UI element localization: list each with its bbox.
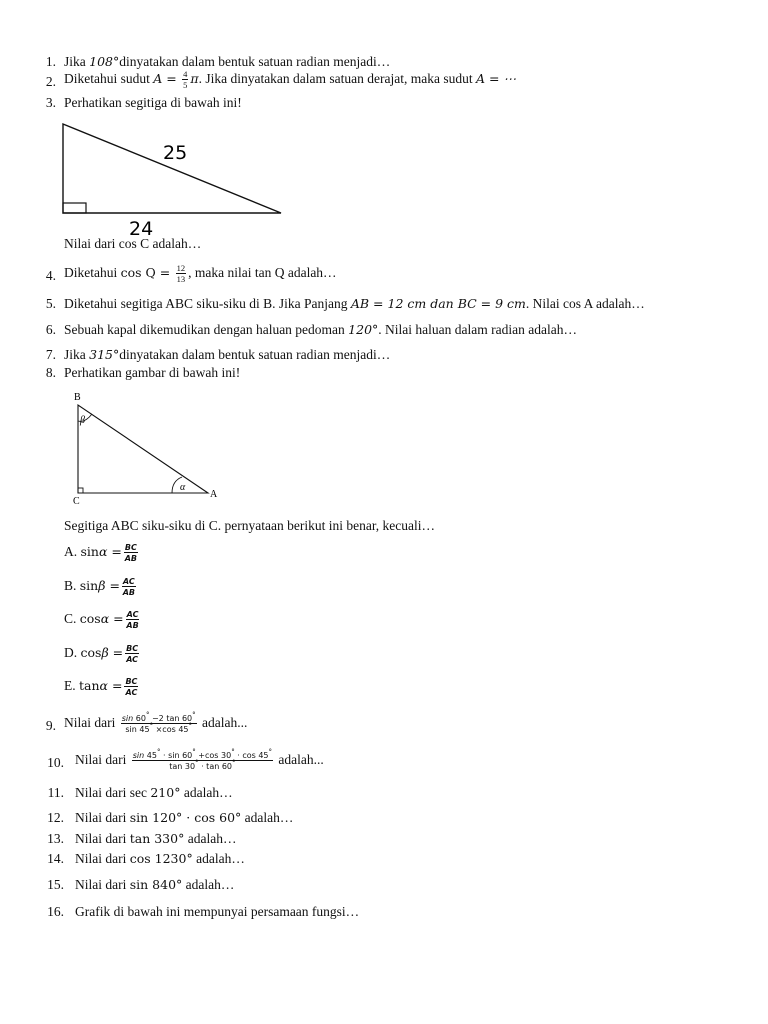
question-text: Nilai dari — [75, 877, 130, 892]
question-number: 2. — [45, 74, 56, 89]
question-text: adalah... — [198, 715, 248, 731]
question-text: . Jika dinyatakan dalam satuan derajat, maka sudut — [198, 71, 476, 87]
question-number: 1. — [45, 54, 56, 69]
option-label: B. — [64, 578, 77, 594]
math-variable: α — [99, 678, 108, 694]
fraction: $\frac{\sin 45^\circ \cdot \sin 60^\circ +\cos 30^\circ \cdot \cos 45^\circ}{\tan 30^\circ \cdot \tan 60^\circ}$ — [132, 748, 272, 771]
question-number: 14. — [47, 851, 64, 866]
question-text: adalah… — [241, 810, 294, 825]
angle-beta-label: β — [80, 415, 85, 426]
math-expression: cos Q = — [120, 265, 171, 281]
math-expression: A = — [153, 71, 177, 87]
question-number: 5. — [45, 296, 56, 311]
fraction: $\frac{AC}{AB}$ — [126, 610, 139, 630]
question-number: 16. — [47, 904, 64, 919]
option-label: D. — [64, 645, 78, 661]
question-text: dinyatakan dalam bentuk satuan radian menjadi… — [119, 54, 391, 69]
question-text: Perhatikan segitiga di bawah ini! — [64, 95, 242, 110]
question-text: adalah... — [275, 752, 324, 768]
question-text: . Nilai cos A adalah… — [525, 296, 645, 311]
question-number: 9. — [45, 718, 56, 733]
math-expression: tan — [79, 678, 100, 694]
question-number: 8. — [45, 365, 56, 380]
option-label: E. — [64, 678, 76, 694]
question-number: 3. — [45, 95, 56, 110]
vertex-c-label: C — [73, 496, 80, 506]
fraction: $\frac{BC}{AB}$ — [124, 543, 137, 563]
hypotenuse-label: 25 — [163, 142, 188, 164]
question-text: Jika — [64, 347, 90, 362]
fraction: $\frac{4}{5}$ — [183, 69, 188, 90]
question-text: Jika — [64, 54, 90, 69]
fraction: $\frac{12}{13}$ — [176, 263, 186, 284]
angle-alpha-label: α — [180, 482, 186, 493]
question-text: Diketahui segitiga ABC siku-siku di B. Jika Panjang — [64, 296, 351, 311]
question-text: Grafik di bawah ini mempunyai persamaan fungsi… — [75, 904, 360, 919]
math-expression: sin 840° — [129, 877, 183, 892]
question-text: , maka nilai tan Q adalah… — [188, 265, 337, 281]
question-3-prompt: Nilai dari cos C adalah… — [64, 236, 202, 251]
question-text: adalah… — [184, 831, 237, 846]
math-expression: cos — [79, 611, 101, 627]
math-expression: 108° — [89, 54, 120, 69]
question-text: adalah… — [192, 851, 245, 866]
question-number: 10. — [47, 755, 64, 770]
question-number: 11. — [47, 785, 64, 800]
triangle-figure-q8 — [68, 386, 228, 506]
question-8-prompt: Segitiga ABC siku-siku di C. pernyataan berikut ini benar, kecuali… — [64, 518, 436, 533]
fraction: $\frac{BC}{AC}$ — [125, 677, 138, 697]
fraction: $\frac{BC}{AC}$ — [126, 644, 139, 664]
base-label: 24 — [129, 218, 154, 240]
math-expression: sin 120° · cos 60° — [129, 810, 242, 825]
math-expression: 210° — [150, 785, 181, 800]
question-text: adalah… — [182, 877, 235, 892]
math-variable: β — [101, 645, 109, 661]
vertex-a-label: A — [210, 489, 218, 500]
option-label: C. — [64, 611, 77, 627]
fraction: $\frac{\sin 60^\circ -2 \tan 60^\circ}{\sin 45^\circ \times\cos 45^\circ}$ — [121, 711, 196, 734]
math-expression: A = ⋯ — [476, 71, 516, 87]
question-number: 7. — [45, 347, 56, 362]
math-expression: 315° — [89, 347, 120, 362]
vertex-b-label: B — [74, 392, 81, 403]
question-text: Nilai dari — [75, 810, 130, 825]
question-text: Nilai dari — [75, 752, 130, 768]
question-text: Sebuah kapal dikemudikan dengan haluan pedoman — [64, 322, 349, 337]
math-variable: α — [100, 611, 110, 627]
math-expression: tan 330° — [129, 831, 185, 846]
question-text: Diketahui sudut — [64, 71, 154, 87]
math-expression: π — [190, 71, 199, 87]
question-text: dinyatakan dalam bentuk satuan radian menjadi… — [119, 347, 391, 362]
math-expression: cos — [80, 645, 102, 661]
math-variable: β — [98, 578, 106, 594]
question-number: 6. — [45, 322, 56, 337]
triangle-figure-q3 — [55, 118, 295, 240]
question-text: Diketahui — [64, 265, 121, 281]
question-text: Nilai dari — [75, 831, 130, 846]
math-expression: AB = 12 cm dan BC = 9 cm — [350, 296, 526, 311]
question-number: 13. — [47, 831, 64, 846]
question-number: 4. — [45, 268, 56, 283]
question-number: 15. — [47, 877, 64, 892]
question-number: 12. — [47, 810, 64, 825]
math-variable: α — [98, 544, 108, 560]
question-text: . Nilai haluan dalam radian adalah… — [378, 322, 577, 337]
fraction: $\frac{AC}{AB}$ — [122, 577, 135, 597]
math-expression: 120° — [348, 322, 379, 337]
math-expression: cos 1230° — [129, 851, 193, 866]
question-text: Nilai dari sec — [75, 785, 151, 800]
option-label: A. — [64, 544, 78, 560]
math-expression: sin — [80, 544, 99, 560]
question-text: Perhatikan gambar di bawah ini! — [64, 365, 241, 380]
math-expression: sin — [79, 578, 99, 594]
question-text: Nilai dari — [64, 715, 119, 731]
question-text: Nilai dari — [75, 851, 130, 866]
question-text: adalah… — [180, 785, 233, 800]
